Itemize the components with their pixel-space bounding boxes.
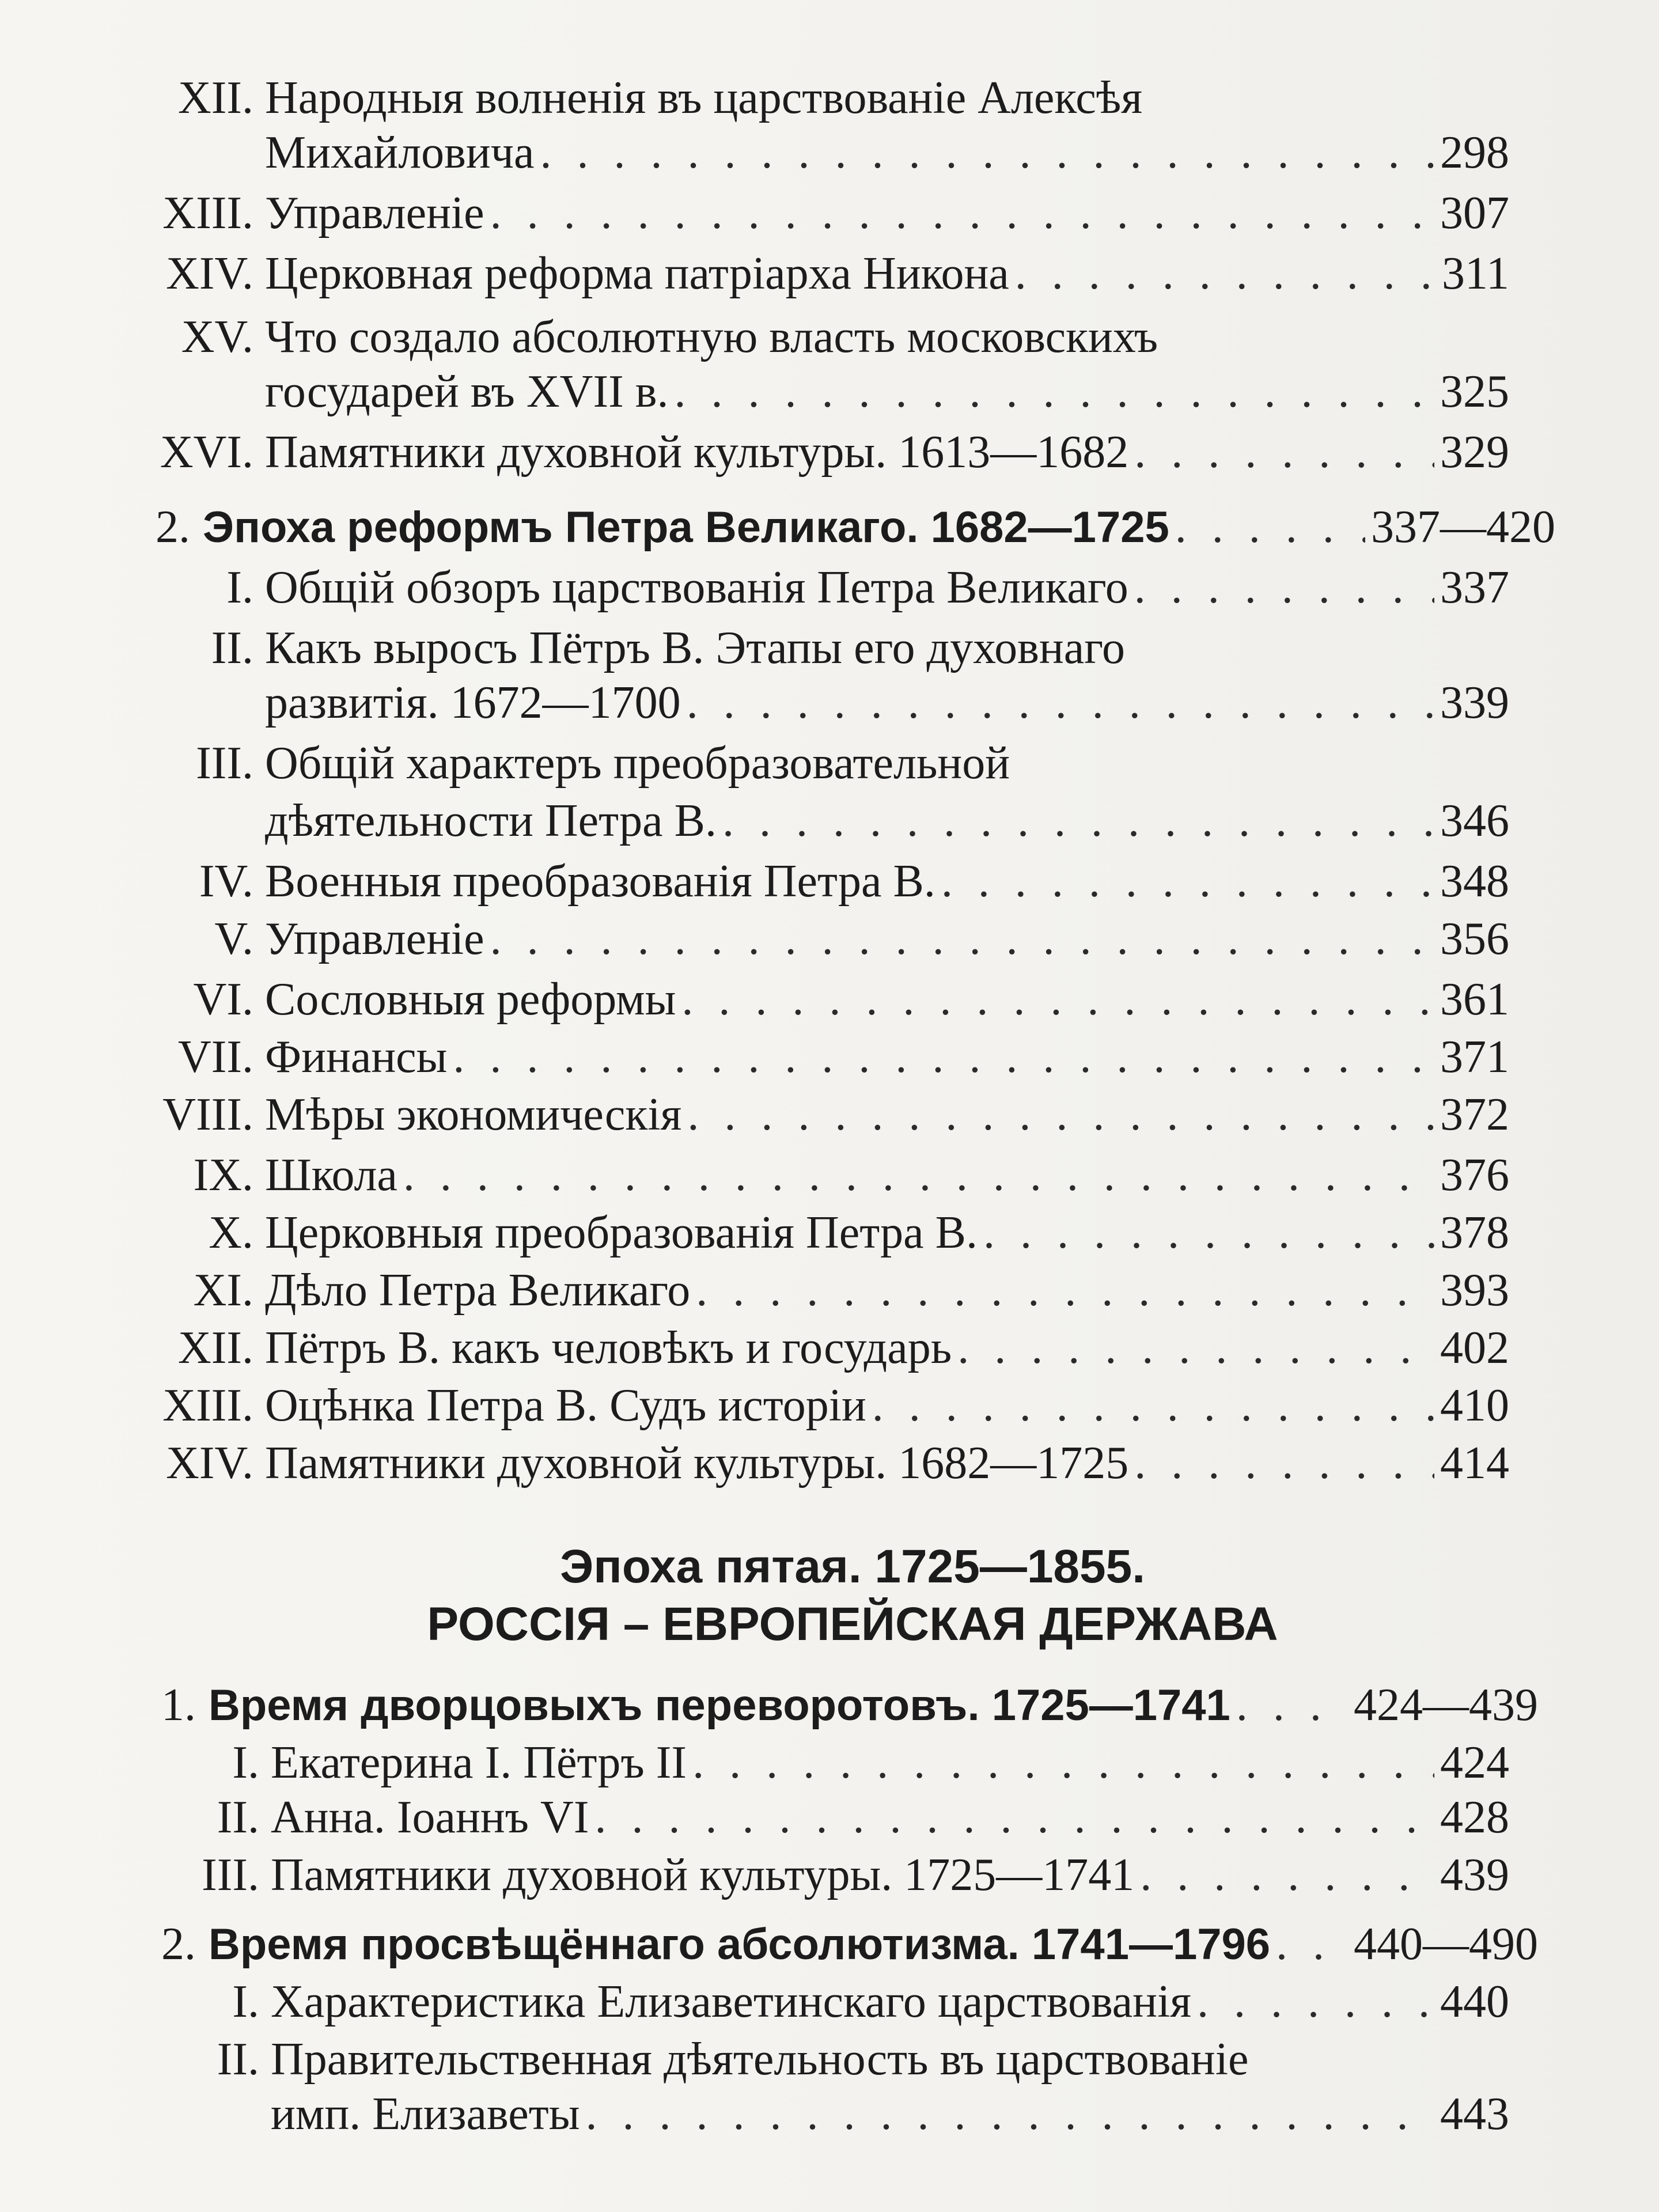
toc-entry-continued bbox=[265, 671, 1509, 734]
leader-dots bbox=[983, 1201, 1434, 1264]
toc-entry bbox=[138, 1731, 1509, 1794]
page-number: 376 bbox=[1440, 1150, 1509, 1200]
page-number: 414 bbox=[1440, 1438, 1509, 1488]
entry-number: III. bbox=[202, 1850, 259, 1900]
leader-dots bbox=[1140, 1843, 1434, 1907]
entry-number: XIV. bbox=[166, 248, 253, 299]
page-number: 348 bbox=[1440, 856, 1509, 907]
entry-title: Пётръ В. какъ человѣкъ и государь bbox=[265, 1323, 952, 1373]
entry-number: XVI. bbox=[160, 427, 253, 478]
leader-dots bbox=[1175, 495, 1365, 559]
entry-title: Какъ выросъ Пётръ В. Этапы его духовнаго bbox=[265, 623, 1126, 673]
leader-dots bbox=[681, 968, 1434, 1031]
toc-entry bbox=[138, 421, 1509, 484]
toc-entry bbox=[161, 66, 1486, 130]
leader-dots bbox=[403, 1143, 1434, 1207]
page-number: 325 bbox=[1440, 366, 1509, 417]
entry-title: Сословныя реформы bbox=[265, 974, 676, 1025]
section-title: Время просвѣщённаго абсолютизма. 1741—1796 bbox=[209, 1920, 1271, 1969]
leader-dots bbox=[722, 789, 1434, 853]
leader-dots bbox=[675, 360, 1434, 423]
entry-title: Дѣло Петра Великаго bbox=[265, 1265, 691, 1316]
leader-dots bbox=[957, 1316, 1434, 1380]
entry-number: XIII. bbox=[162, 1380, 253, 1431]
toc-entry bbox=[138, 968, 1509, 1031]
toc-section-heading bbox=[156, 495, 1555, 559]
toc-entry bbox=[138, 242, 1509, 305]
leader-dots bbox=[585, 2082, 1434, 2146]
section-number: 1. bbox=[161, 1680, 196, 1730]
entry-title: Школа bbox=[265, 1150, 397, 1200]
leader-dots bbox=[1134, 421, 1434, 484]
toc-entry bbox=[138, 1970, 1509, 2033]
toc-entry bbox=[138, 1316, 1509, 1380]
leader-dots bbox=[1276, 1912, 1348, 1976]
page-number: 402 bbox=[1440, 1323, 1509, 1373]
entry-title: Екатерина I. Пётръ II bbox=[271, 1737, 687, 1788]
entry-title: Общій обзоръ царствованія Петра Великаго bbox=[265, 562, 1128, 613]
page-number: 307 bbox=[1440, 188, 1509, 238]
entry-number: I. bbox=[232, 1737, 259, 1788]
page-number: 337 bbox=[1440, 562, 1509, 613]
toc-entry bbox=[138, 556, 1509, 619]
page-number: 371 bbox=[1440, 1032, 1509, 1082]
page-number: 424 bbox=[1440, 1737, 1509, 1788]
leader-dots bbox=[1197, 1970, 1434, 2033]
entry-number: V. bbox=[214, 914, 253, 964]
page-number: 372 bbox=[1440, 1089, 1509, 1140]
leader-dots bbox=[490, 907, 1434, 971]
leader-dots bbox=[1134, 1431, 1434, 1495]
entry-number: VI. bbox=[193, 974, 253, 1025]
entry-title: Памятники духовной культуры. 1725—1741 bbox=[271, 1850, 1135, 1900]
toc-entry bbox=[138, 1083, 1509, 1146]
page-number: 443 bbox=[1440, 2089, 1509, 2139]
leader-dots bbox=[594, 1786, 1434, 1849]
toc-entry bbox=[138, 1786, 1509, 1849]
toc-entry-continued bbox=[271, 2082, 1509, 2146]
leader-dots bbox=[1015, 242, 1436, 305]
toc-entry bbox=[138, 850, 1509, 913]
entry-number: VII. bbox=[177, 1032, 253, 1082]
entry-title-continued: развитія. 1672—1700 bbox=[265, 677, 681, 728]
section-number: 2. bbox=[161, 1919, 196, 1969]
entry-title: Управленіе bbox=[265, 188, 484, 238]
toc-entry bbox=[138, 1201, 1509, 1264]
leader-dots bbox=[540, 121, 1434, 184]
leader-dots bbox=[687, 671, 1434, 734]
entry-title: Управленіе bbox=[265, 914, 484, 964]
entry-number: II. bbox=[217, 2034, 259, 2085]
page-number: 339 bbox=[1440, 677, 1509, 728]
entry-title: Церковныя преобразованія Петра В. bbox=[265, 1207, 978, 1258]
section-number: 2. bbox=[156, 502, 190, 552]
entry-title-continued: государей въ XVII в. bbox=[265, 366, 669, 417]
page-number: 393 bbox=[1440, 1265, 1509, 1316]
toc-entry bbox=[138, 305, 1509, 369]
toc-section-heading bbox=[161, 1673, 1538, 1737]
entry-title-continued: имп. Елизаветы bbox=[271, 2089, 580, 2139]
toc-section-heading bbox=[161, 1912, 1538, 1976]
leader-dots bbox=[872, 1374, 1434, 1437]
entry-title: Характеристика Елизаветинскаго царствованія bbox=[271, 1976, 1192, 2027]
toc-entry bbox=[138, 1143, 1509, 1207]
entry-title: Финансы bbox=[265, 1032, 448, 1082]
leader-dots bbox=[490, 181, 1434, 245]
leader-dots bbox=[696, 1259, 1434, 1322]
entry-title: Церковная реформа патріарха Никона bbox=[265, 248, 1009, 299]
toc-entry bbox=[138, 1259, 1509, 1322]
leader-dots bbox=[1134, 556, 1434, 619]
entry-number: XII. bbox=[177, 73, 253, 123]
leader-dots bbox=[1236, 1673, 1348, 1737]
entry-title: Общій характеръ преобразовательной bbox=[265, 738, 1010, 789]
entry-title: Памятники духовной культуры. 1613—1682 bbox=[265, 427, 1129, 478]
page-number: 298 bbox=[1440, 127, 1509, 178]
page-number: 356 bbox=[1440, 914, 1509, 964]
entry-number: XI. bbox=[193, 1265, 253, 1316]
entry-title: Военныя преобразованія Петра В. bbox=[265, 856, 935, 907]
toc-entry bbox=[138, 1843, 1509, 1907]
entry-number: IX. bbox=[193, 1150, 253, 1200]
page-number: 361 bbox=[1440, 974, 1509, 1025]
page-number: 346 bbox=[1440, 796, 1509, 846]
leader-dots bbox=[687, 1083, 1434, 1146]
toc-entry bbox=[138, 907, 1509, 971]
leader-dots bbox=[941, 850, 1434, 913]
toc-entry-continued bbox=[265, 360, 1509, 423]
entry-number: XV. bbox=[181, 312, 253, 362]
toc-entry bbox=[138, 732, 1509, 795]
entry-title: Что создало абсолютную власть московскихъ bbox=[265, 312, 1158, 362]
entry-title: Анна. Іоаннъ VI bbox=[271, 1792, 589, 1843]
section-title: Эпоха реформъ Петра Великаго. 1682—1725 bbox=[203, 503, 1169, 552]
entry-number: I. bbox=[226, 562, 253, 613]
toc-entry bbox=[138, 181, 1509, 245]
entry-number: X. bbox=[209, 1207, 253, 1258]
toc-entry bbox=[138, 1025, 1509, 1089]
entry-number: XIV. bbox=[166, 1438, 253, 1488]
entry-number: III. bbox=[196, 738, 253, 789]
epoch-subheading: РОССІЯ – ЕВРОПЕЙСКАЯ ДЕРЖАВА bbox=[427, 1598, 1278, 1650]
toc-entry-continued bbox=[265, 121, 1509, 184]
entry-title: Памятники духовной культуры. 1682—1725 bbox=[265, 1438, 1129, 1488]
page-number: 439 bbox=[1440, 1850, 1509, 1900]
toc-entry bbox=[138, 1431, 1509, 1495]
entry-title: Мѣры экономическія bbox=[265, 1089, 682, 1140]
toc-entry-continued bbox=[265, 789, 1509, 853]
entry-number: XII. bbox=[177, 1323, 253, 1373]
toc-entry bbox=[138, 616, 1509, 680]
entry-number: XIII. bbox=[162, 188, 253, 238]
entry-title: Оцѣнка Петра В. Судъ исторіи bbox=[265, 1380, 866, 1431]
page-range: 440—490 bbox=[1354, 1919, 1538, 1969]
leader-dots bbox=[692, 1731, 1434, 1794]
page-number: 410 bbox=[1440, 1380, 1509, 1431]
entry-title: Народныя волненія въ царствованіе Алексѣя bbox=[265, 73, 1143, 123]
section-title: Время дворцовыхъ переворотовъ. 1725—1741 bbox=[209, 1681, 1230, 1730]
page-number: 428 bbox=[1440, 1792, 1509, 1843]
entry-number: II. bbox=[217, 1792, 259, 1843]
page-range: 337—420 bbox=[1371, 502, 1555, 552]
entry-number: VIII. bbox=[162, 1089, 253, 1140]
page-number: 329 bbox=[1440, 427, 1509, 478]
page-range: 424—439 bbox=[1354, 1680, 1538, 1730]
entry-number: I. bbox=[232, 1976, 259, 2027]
entry-number: II. bbox=[211, 623, 253, 673]
toc-entry bbox=[138, 2028, 1509, 2091]
entry-title-continued: дѣятельности Петра В. bbox=[265, 796, 717, 846]
page-number: 440 bbox=[1440, 1976, 1509, 2027]
entry-number: IV. bbox=[199, 856, 253, 907]
page-number: 311 bbox=[1441, 248, 1509, 299]
epoch-heading: Эпоха пятая. 1725—1855. bbox=[559, 1540, 1146, 1593]
entry-title-continued: Михайловича bbox=[265, 127, 535, 178]
entry-title: Правительственная дѣятельность въ царствованіе bbox=[271, 2034, 1249, 2085]
toc-entry bbox=[138, 1374, 1509, 1437]
leader-dots bbox=[453, 1025, 1434, 1089]
page-number: 378 bbox=[1440, 1207, 1509, 1258]
